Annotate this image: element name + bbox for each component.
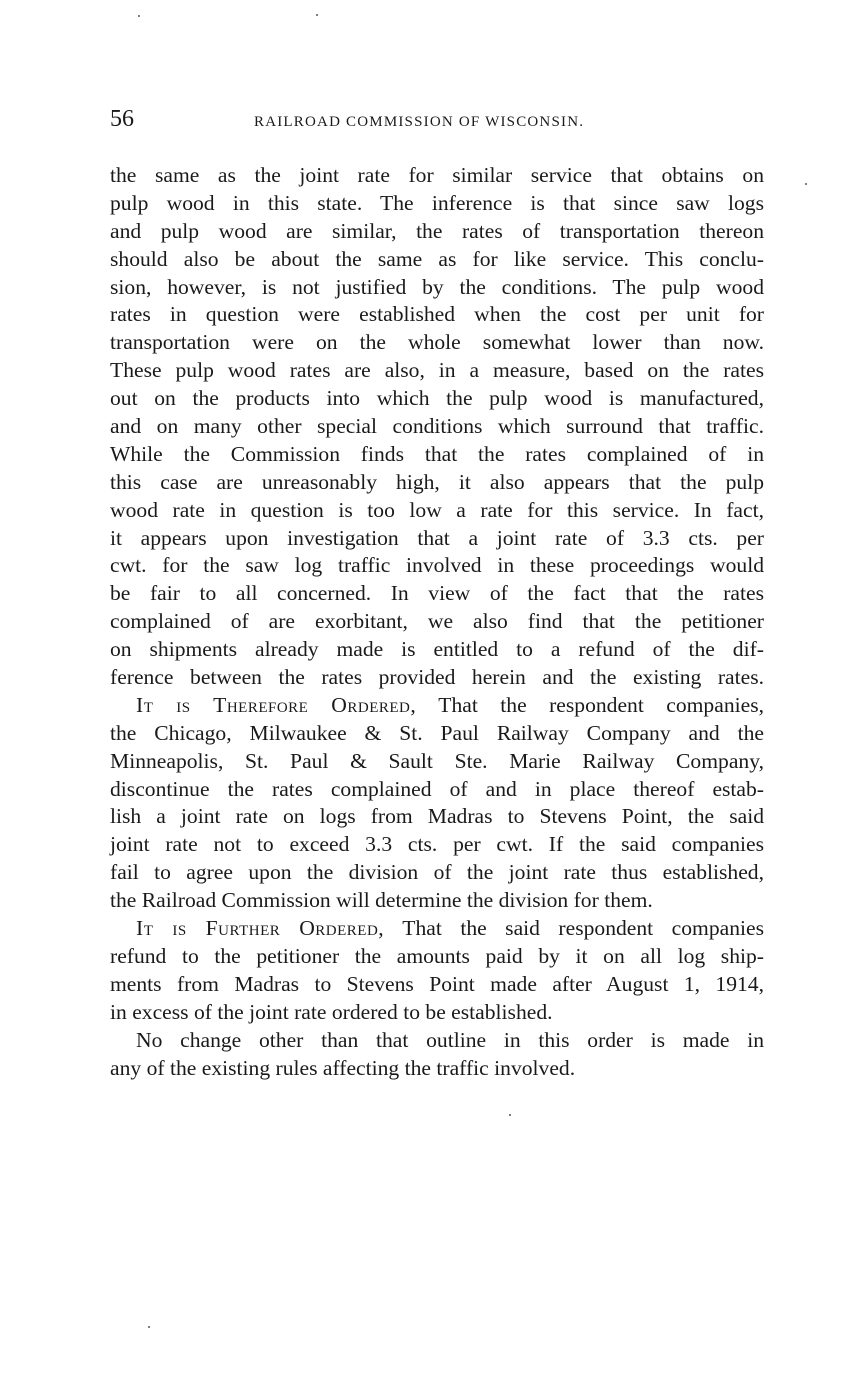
text-line: on shipments already made is entitled to a refund of the dif- [110,637,764,662]
text-line: joint rate not to exceed 3.3 cts. per cwt. If the said companies [110,832,764,857]
text-line: the same as the joint rate for similar service that obtains on [110,163,764,187]
text-line: pulp wood in this state. The inference is that since saw logs [110,190,764,215]
text-line: the Railroad Commission will determine the division for them. [110,888,653,913]
order-lead-therefore: It is Therefore Ordered, [136,692,417,717]
paragraph-order-therefore [110,692,764,915]
order-lead-rest: That the respondent companies, [416,692,764,717]
page-number: 56 [110,106,134,132]
text-line: this case are unreasonably high, it also appears that the pulp [110,469,764,494]
text-line: and pulp wood are similar, the rates of transportation thereon [110,218,764,243]
text-line: These pulp wood rates are also, in a measure, based on the rates [110,358,764,383]
text-line: out on the products into which the pulp wood is manufactured, [110,386,764,411]
paragraph-final [110,1027,764,1083]
text-line: cwt. for the saw log traffic involved in these proceedings would [110,553,764,578]
text-line: Minneapolis, St. Paul & Sault Ste. Marie Railway Company, [110,748,764,773]
text-line: in excess of the joint rate ordered to be established. [110,999,553,1024]
text-line: complained of are exorbitant, we also find that the petitioner [110,609,764,634]
paragraph-conclusion [110,162,764,692]
text-line: transportation were on the whole somewhat lower than now. [110,330,764,355]
running-head: RAILROAD COMMISSION OF WISCONSIN. [254,114,585,130]
text-line: the Chicago, Milwaukee & St. Paul Railway Company and the [110,720,764,745]
text-line: any of the existing rules affecting the traffic involved. [110,1055,576,1080]
text-line: fail to agree upon the division of the joint rate thus established, [110,860,764,885]
text-line: wood rate in question is too low a rate for this service. In fact, [110,497,764,522]
paper-speck [509,1114,511,1116]
text-line: No change other than that outline in this order is made in [136,1027,764,1052]
text-line: While the Commission finds that the rates complained of in [110,441,764,466]
page-header [110,104,764,138]
text-line: and on many other special conditions which surround that traffic. [110,414,764,439]
paragraph-order-further [110,915,764,1027]
order-lead-further: It is Further Ordered, [136,916,385,941]
paper-speck [138,15,140,17]
order-lead-rest: That the said respondent companies [384,916,764,941]
text-line: ference between the rates provided herein and the existing rates. [110,665,764,690]
text-line: it appears upon investigation that a joint rate of 3.3 cts. per [110,525,764,550]
paper-speck [316,14,318,16]
text-line: sion, however, is not justified by the conditions. The pulp wood [110,274,764,299]
text-line: lish a joint rate on logs from Madras to Stevens Point, the said [110,804,764,829]
text-line: should also be about the same as for like service. This conclu- [110,246,764,271]
text-line: refund to the petitioner the amounts paid by it on all log ship- [110,943,764,968]
paper-speck [805,183,807,185]
paper-speck [148,1326,150,1328]
text-line: rates in question were established when the cost per unit for [110,302,764,327]
body-text [110,162,764,1082]
text-line: be fair to all concerned. In view of the fact that the rates [110,581,764,606]
text-line [110,915,764,943]
text-line [110,692,764,720]
text-line: discontinue the rates complained of and in place thereof estab- [110,776,764,801]
text-line: ments from Madras to Stevens Point made after August 1, 1914, [110,971,764,996]
